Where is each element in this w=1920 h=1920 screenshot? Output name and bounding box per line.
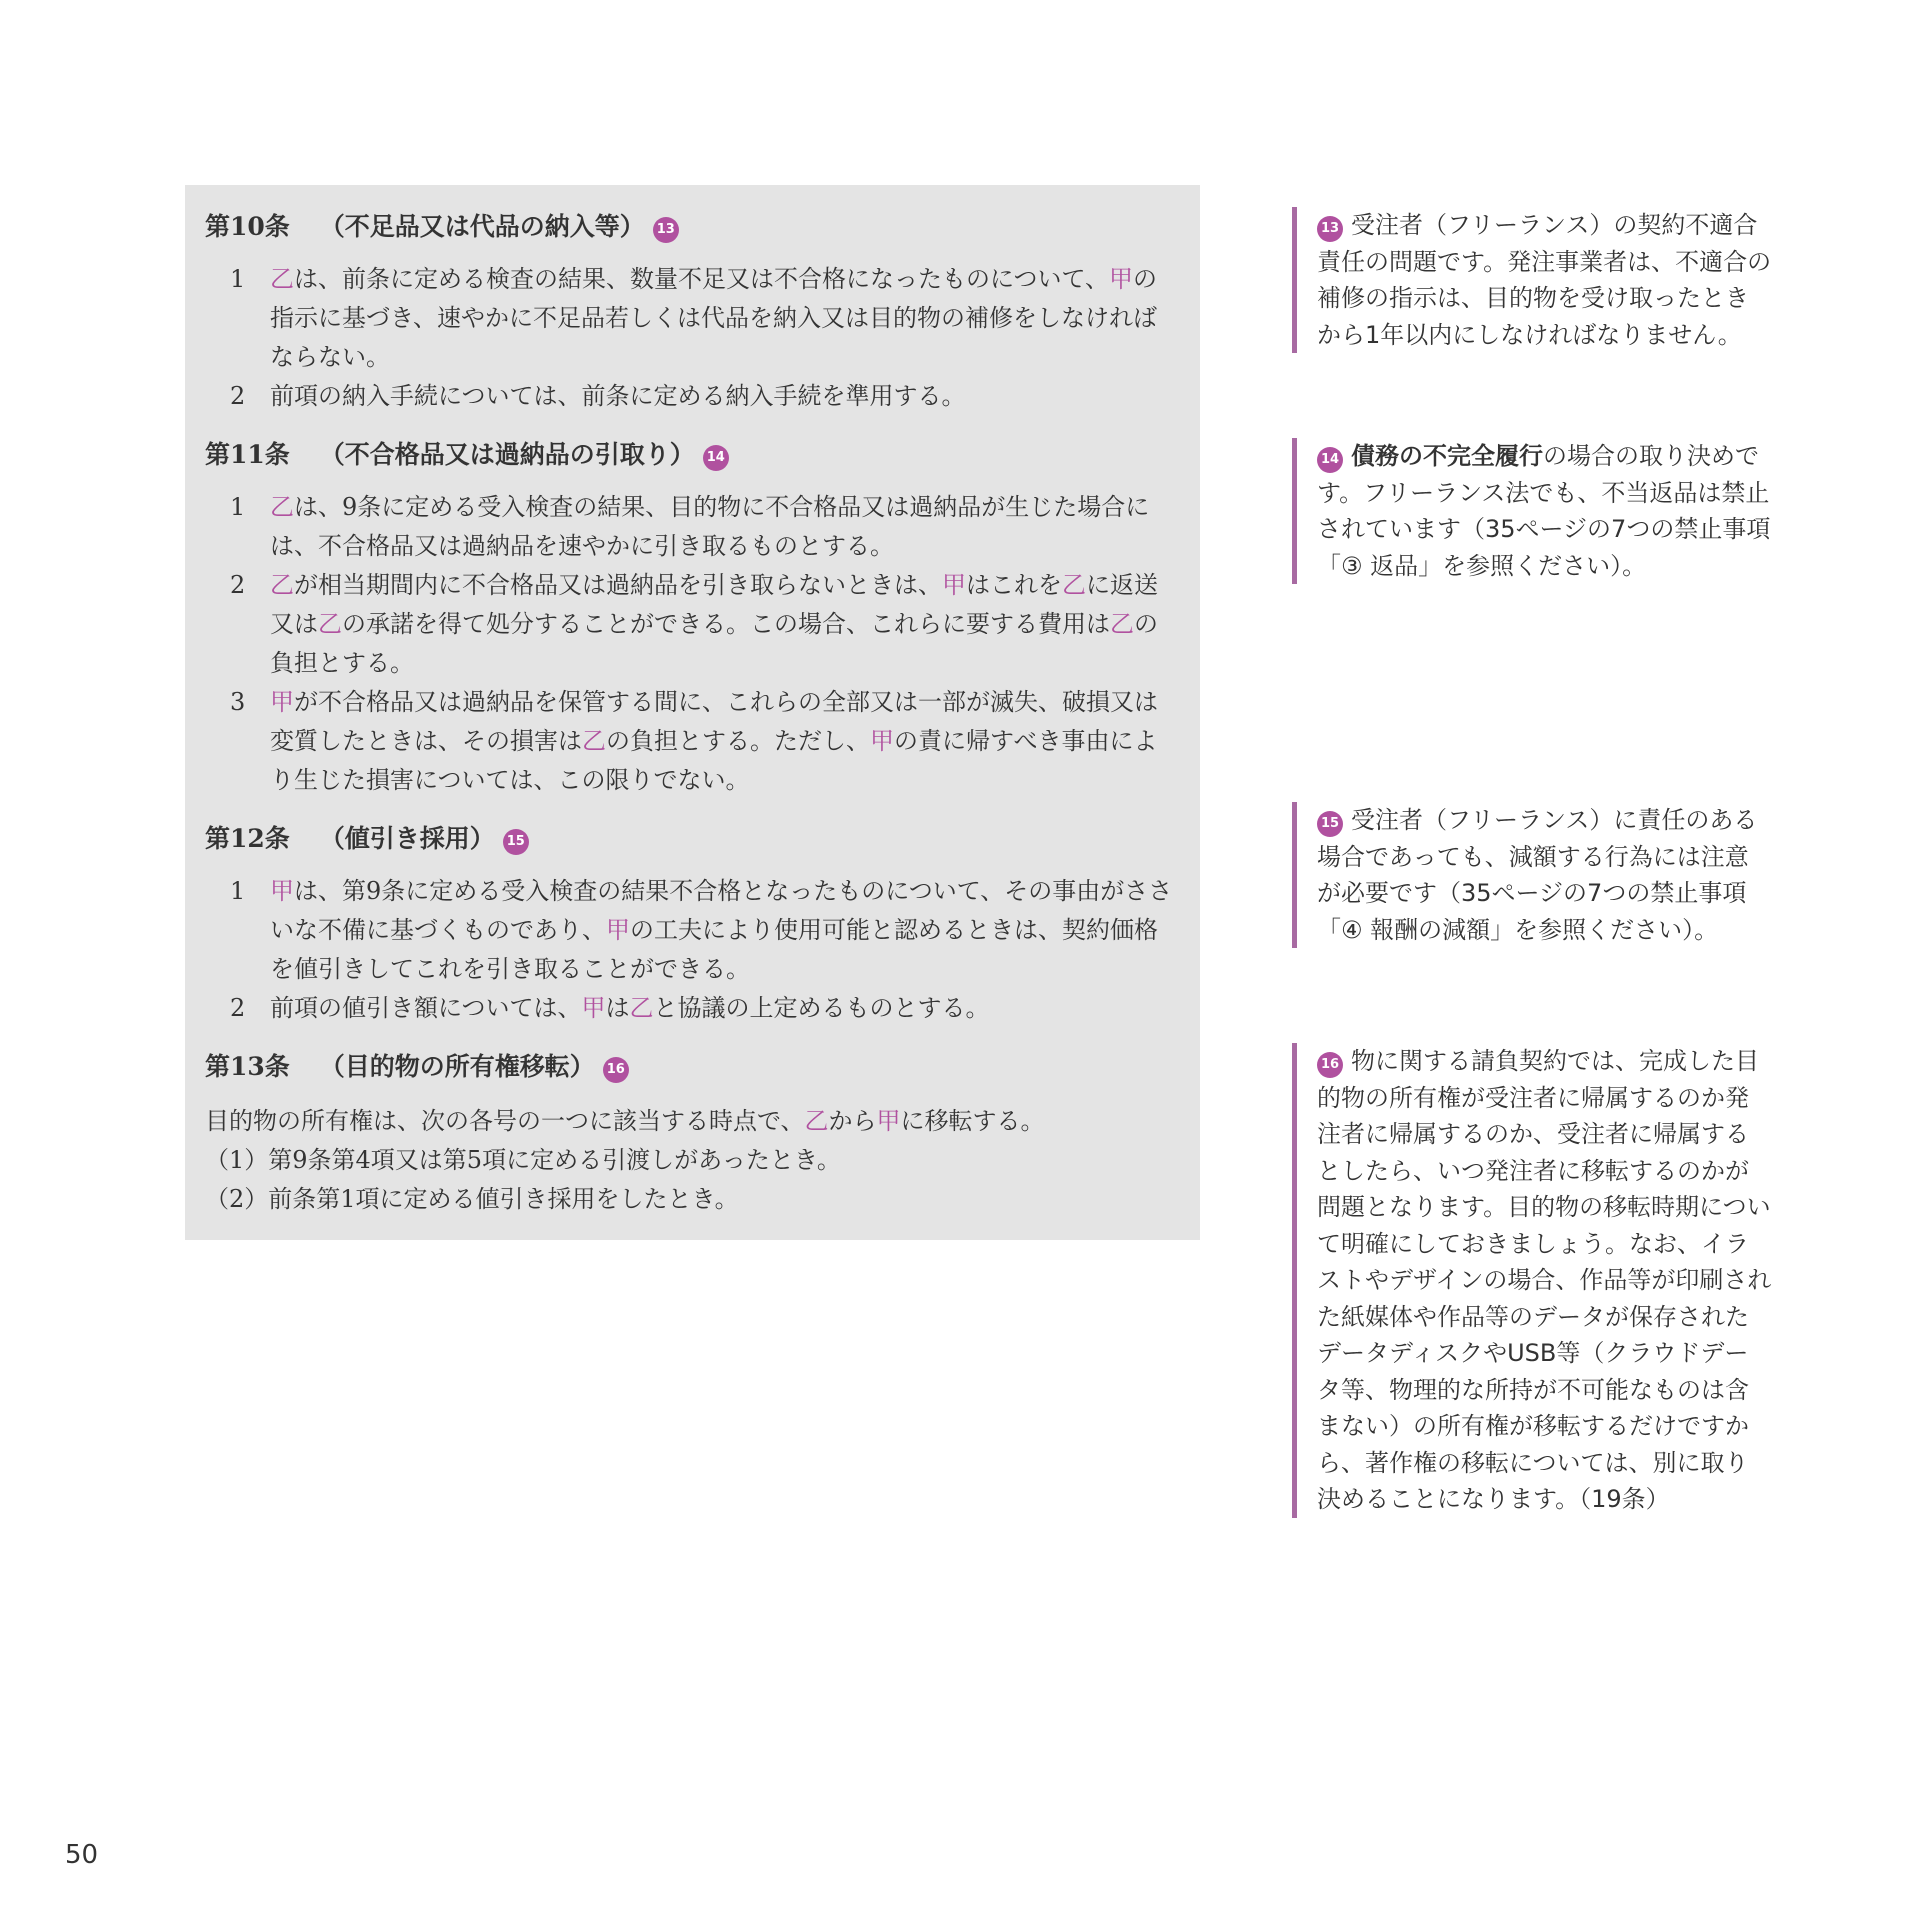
text-run: は [605, 994, 630, 1022]
party-otsu-label: 乙 [582, 727, 606, 755]
item-number: 3 [230, 688, 246, 716]
party-ko-label: 甲 [270, 688, 294, 716]
party-ko-label: 甲 [606, 916, 630, 944]
item-text [270, 872, 1180, 989]
side-note-text [1317, 442, 1770, 580]
article-13-line [205, 1102, 1180, 1141]
note-badge-icon: 16 [1317, 1052, 1343, 1078]
text-run: に移転する。 [900, 1107, 1045, 1135]
party-ko-label: 甲 [870, 727, 894, 755]
item-text [270, 683, 1180, 800]
party-otsu-label: 乙 [270, 571, 294, 599]
item-text [270, 989, 1180, 1028]
article-11-item-1 [205, 488, 1180, 566]
article-10-title [205, 198, 1180, 256]
text-run: は、9条に定める受入検査の結果、目的物に不合格品又は過納品が生じた場合には、不合格品又は過納品を速やかに引き取るものとする。 [270, 493, 1150, 560]
party-ko-label: 甲 [876, 1107, 901, 1135]
text-run: が不合格品又は過納品を保管する間に、これらの全部又は一部が滅失、破損又は変質したときは、その損害は [270, 688, 1158, 755]
text-run: 目的物の所有権は、次の各号の一つに該当する時点で、 [205, 1107, 805, 1135]
side-note-16 [1292, 1043, 1772, 1518]
article-11-title [205, 426, 1180, 484]
text-run: の場合の取り決めです。フリーランス法でも、不当返品は禁止されています（35ページの7つの禁止事項「③ 返品」を参照ください）。 [1317, 442, 1771, 580]
text-run: の負担とする。ただし、 [606, 727, 870, 755]
item-number: 1 [230, 265, 246, 293]
text-run: の負担とする。 [270, 610, 1158, 677]
party-ko-label: 甲 [270, 877, 294, 905]
article-12-item-2 [205, 989, 1180, 1028]
text-run: と協議の上定めるものとする。 [653, 994, 990, 1022]
article-13-title [205, 1038, 1180, 1096]
text-run: から [828, 1107, 877, 1135]
text-run: に返送又は [270, 571, 1158, 638]
article-number: 第11条 [205, 440, 290, 469]
party-otsu-label: 乙 [1110, 610, 1134, 638]
text-run: が相当期間内に不合格品又は過納品を引き取らないときは、 [294, 571, 942, 599]
text-run: の承諾を得て処分することができる。この場合、これらに要する費用は [342, 610, 1110, 638]
item-text [270, 488, 1180, 566]
text-run: 前項の納入手続については、前条に定める納入手続を準用する。 [270, 382, 966, 410]
party-otsu-label: 乙 [270, 493, 294, 521]
side-note-text [1317, 806, 1757, 944]
item-number: 2 [230, 571, 246, 599]
article-11-items [205, 488, 1180, 800]
item-number: 1 [230, 877, 246, 905]
item-number: 1 [230, 493, 246, 521]
text-run: 物に関する請負契約では、完成した目的物の所有権が受注者に帰属するのか発注者に帰属するのか、受注者に帰属するとしたら、いつ発注者に移転するのかが問題となります。目的物の移転時期について明確にしておきましょう。なお、イラストやデザインの場合、作品等が印刷された紙媒体や作品等のデータが保存されたデータディスクやUSB等（クラウドデータ等、物理的な所持が不可能なものは含まない）の所有権が移転するだけですから、著作権の移転については、別に取り決めることになります。（19条） [1317, 1047, 1772, 1513]
article-11-item-3 [205, 683, 1180, 800]
item-number: 2 [230, 382, 246, 410]
contract-clauses-box [185, 185, 1200, 1240]
party-otsu-label: 乙 [270, 265, 294, 293]
article-10-items [205, 260, 1180, 416]
party-otsu-label: 乙 [1062, 571, 1086, 599]
text-run: 受注者（フリーランス）の契約不適合責任の問題です。発注事業者は、不適合の補修の指示は、目的物を受け取ったときから1年以内にしなければなりません。 [1317, 211, 1772, 349]
article-heading: （値引き採用） [319, 824, 495, 853]
text-run: （2）前条第1項に定める値引き採用をしたとき。 [205, 1185, 739, 1213]
note-badge-icon: 15 [1317, 811, 1343, 837]
article-number: 第10条 [205, 212, 290, 241]
side-note-15 [1292, 802, 1772, 948]
note-badge-icon: 14 [1317, 447, 1343, 473]
item-text [270, 260, 1180, 377]
party-otsu-label: 乙 [804, 1107, 829, 1135]
text-run: は、前条に定める検査の結果、数量不足又は不合格になったものについて、 [294, 265, 1110, 293]
side-note-text [1317, 211, 1771, 349]
note-15-badge-icon: 15 [503, 829, 529, 855]
party-otsu-label: 乙 [318, 610, 342, 638]
text-run: の責に帰すべき事由により生じた損害については、この限りでない。 [270, 727, 1158, 794]
text-run: 前項の値引き額については、 [270, 994, 582, 1022]
article-10-item-1 [205, 260, 1180, 377]
article-13-body [205, 1102, 1180, 1219]
item-number: 2 [230, 994, 246, 1022]
article-heading: （目的物の所有権移転） [319, 1052, 595, 1081]
text-run: の工夫により使用可能と認めるときは、契約価格を値引きしてこれを引き取ることができる。 [270, 916, 1158, 983]
text-run: 受注者（フリーランス）に責任のある場合であっても、減額する行為には注意が必要です（35ページの7つの禁止事項「④ 報酬の減額」を参照ください）。 [1317, 806, 1758, 944]
article-number: 第12条 [205, 824, 290, 853]
article-number: 第13条 [205, 1052, 290, 1081]
article-heading: （不合格品又は過納品の引取り） [319, 440, 695, 469]
article-heading: （不足品又は代品の納入等） [319, 212, 645, 241]
emphasis-term: 債務の不完全履行 [1351, 442, 1543, 470]
article-11-item-2 [205, 566, 1180, 683]
text-run: はこれを [966, 571, 1062, 599]
side-note-13 [1292, 207, 1772, 353]
party-ko-label: 甲 [581, 994, 606, 1022]
note-badge-icon: 13 [1317, 216, 1343, 242]
text-run: （1）第9条第4項又は第5項に定める引渡しがあったとき。 [205, 1146, 841, 1174]
item-text [270, 566, 1180, 683]
party-otsu-label: 乙 [629, 994, 654, 1022]
article-13-subitem-1 [205, 1141, 1180, 1180]
article-10-item-2 [205, 377, 1180, 416]
article-12-title [205, 810, 1180, 868]
note-14-badge-icon: 14 [703, 445, 729, 471]
article-12-item-1 [205, 872, 1180, 989]
note-16-badge-icon: 16 [603, 1057, 629, 1083]
text-run: は、第9条に定める受入検査の結果不合格となったものについて、その事由がささいな不備に基づくものであり、 [270, 877, 1173, 944]
note-13-badge-icon: 13 [653, 217, 679, 243]
party-ko-label: 甲 [1109, 265, 1134, 293]
item-text [270, 377, 1180, 416]
page-number: 50 [65, 1840, 99, 1870]
text-run: の指示に基づき、速やかに不足品若しくは代品を納入又は目的物の補修をしなければならない。 [270, 265, 1158, 371]
article-12-items [205, 872, 1180, 1028]
side-note-text [1317, 1047, 1771, 1513]
party-ko-label: 甲 [942, 571, 966, 599]
article-13-subitem-2 [205, 1180, 1180, 1219]
side-note-14 [1292, 438, 1772, 584]
